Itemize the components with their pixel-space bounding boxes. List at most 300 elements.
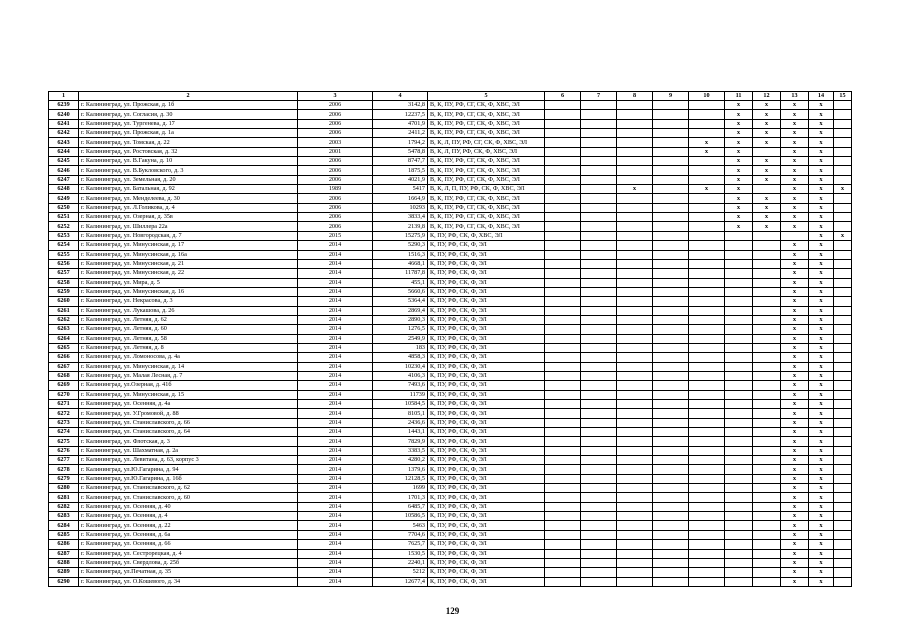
address-cell: г. Калининград, ул. Флотская, д. 3 [79, 437, 298, 446]
address-cell: г. Калининград, ул. Станиславского, д. 62 [79, 484, 298, 493]
mark-cell [545, 334, 581, 343]
mark-cell [617, 400, 653, 409]
mark-cell [689, 381, 725, 390]
row-number-cell: 6239 [49, 101, 79, 110]
mark-cell [581, 269, 617, 278]
mark-cell: x [781, 530, 809, 539]
mark-cell [545, 577, 581, 586]
mark-cell: x [781, 568, 809, 577]
works-cell: К, ПУ, РФ, СК, Ф, ХВС, ЭЛ [428, 231, 545, 240]
mark-cell [834, 446, 852, 455]
mark-cell [653, 456, 689, 465]
mark-cell [581, 334, 617, 343]
column-header: 1 [49, 92, 79, 101]
mark-cell [834, 259, 852, 268]
works-cell: К, ПУ, РФ, СК, Ф, ЭЛ [428, 493, 545, 502]
table-row [49, 493, 852, 502]
mark-cell [725, 259, 753, 268]
mark-cell [834, 175, 852, 184]
area-cell: 1875,5 [373, 166, 428, 175]
mark-cell [545, 119, 581, 128]
works-cell: К, ПУ, РФ, СК, Ф, ЭЛ [428, 241, 545, 250]
mark-cell [725, 381, 753, 390]
mark-cell [653, 577, 689, 586]
mark-cell [581, 147, 617, 156]
area-cell: 1379,6 [373, 465, 428, 474]
mark-cell [617, 278, 653, 287]
mark-cell [653, 540, 689, 549]
area-cell: 7829,9 [373, 437, 428, 446]
mark-cell [581, 512, 617, 521]
mark-cell: x [809, 502, 834, 511]
mark-cell [834, 540, 852, 549]
address-cell: г. Калининград, ул. Осенняя, д. 4 [79, 512, 298, 521]
table-row [49, 222, 852, 231]
table-row [49, 203, 852, 212]
year-cell: 2014 [298, 474, 373, 483]
mark-cell [725, 231, 753, 240]
mark-cell [653, 493, 689, 502]
mark-cell [545, 269, 581, 278]
mark-cell: x [753, 203, 781, 212]
address-cell: г. Калининград, ул. В.Букловского, д. 3 [79, 166, 298, 175]
mark-cell [689, 157, 725, 166]
mark-cell [653, 530, 689, 539]
row-number-cell: 6269 [49, 381, 79, 390]
mark-cell: x [809, 577, 834, 586]
address-cell: г. Калининград, ул. Сестрорецкая, д. 4 [79, 549, 298, 558]
column-header: 12 [753, 92, 781, 101]
mark-cell [581, 101, 617, 110]
mark-cell [689, 456, 725, 465]
mark-cell [725, 568, 753, 577]
row-number-cell: 6259 [49, 287, 79, 296]
mark-cell [545, 213, 581, 222]
address-cell: г. Калининград, ул.Печатная, д. 35 [79, 568, 298, 577]
mark-cell [834, 353, 852, 362]
mark-cell [834, 334, 852, 343]
area-cell: 183 [373, 343, 428, 352]
mark-cell: x [809, 306, 834, 315]
address-cell: г. Калининград, ул. Летняя, д. 60 [79, 325, 298, 334]
mark-cell [689, 390, 725, 399]
mark-cell [834, 269, 852, 278]
mark-cell: x [753, 129, 781, 138]
mark-cell [689, 166, 725, 175]
works-cell: В, К, Л, ПУ, РФ, СК, Ф, ХВС, ЭЛ [428, 147, 545, 156]
works-cell: К, ПУ, РФ, СК, Ф, ЭЛ [428, 418, 545, 427]
address-cell: г. Калининград, ул. Минусинская, д. 22 [79, 269, 298, 278]
address-cell: г. Калининград, ул.Ю.Гагарина, д. 94 [79, 465, 298, 474]
table-row [49, 456, 852, 465]
mark-cell [725, 250, 753, 259]
year-cell: 2014 [298, 259, 373, 268]
year-cell: 2014 [298, 343, 373, 352]
row-number-cell: 6247 [49, 175, 79, 184]
mark-cell [653, 287, 689, 296]
mark-cell [617, 521, 653, 530]
mark-cell: x [809, 456, 834, 465]
mark-cell: x [753, 194, 781, 203]
mark-cell [689, 222, 725, 231]
mark-cell [617, 493, 653, 502]
table-row [49, 101, 852, 110]
mark-cell [653, 101, 689, 110]
mark-cell [725, 390, 753, 399]
mark-cell [653, 465, 689, 474]
mark-cell: x [781, 465, 809, 474]
area-cell: 5660,6 [373, 287, 428, 296]
mark-cell [725, 297, 753, 306]
mark-cell: x [781, 110, 809, 119]
mark-cell [581, 157, 617, 166]
mark-cell [834, 315, 852, 324]
mark-cell [753, 269, 781, 278]
page-number: 129 [445, 606, 460, 616]
mark-cell [653, 437, 689, 446]
address-cell: г. Калининград, ул. Минусинская, д. 17 [79, 241, 298, 250]
row-number-cell: 6252 [49, 222, 79, 231]
mark-cell [725, 287, 753, 296]
works-cell: К, ПУ, РФ, СК, Ф, ЭЛ [428, 540, 545, 549]
mark-cell [834, 512, 852, 521]
row-number-cell: 6290 [49, 577, 79, 586]
year-cell: 2014 [298, 428, 373, 437]
column-header: 4 [373, 92, 428, 101]
mark-cell: x [781, 381, 809, 390]
address-cell: г. Калининград, ул. Летняя, д. 58 [79, 334, 298, 343]
mark-cell [753, 465, 781, 474]
works-cell: В, К, Л, ПУ, РФ, СГ, СК, Ф, ХВС, ЭЛ [428, 138, 545, 147]
table-row [49, 390, 852, 399]
mark-cell [725, 269, 753, 278]
mark-cell [834, 568, 852, 577]
works-cell: В, К, ПУ, РФ, СГ, СК, Ф, ХВС, ЭЛ [428, 194, 545, 203]
mark-cell [689, 484, 725, 493]
mark-cell [834, 306, 852, 315]
mark-cell [834, 502, 852, 511]
mark-cell [617, 306, 653, 315]
mark-cell [653, 129, 689, 138]
mark-cell [834, 129, 852, 138]
mark-cell [581, 259, 617, 268]
area-cell: 3383,5 [373, 446, 428, 455]
mark-cell [653, 325, 689, 334]
mark-cell [753, 409, 781, 418]
works-cell: К, ПУ, РФ, СК, Ф, ЭЛ [428, 409, 545, 418]
mark-cell [834, 147, 852, 156]
area-cell: 2411,2 [373, 129, 428, 138]
mark-cell: x [809, 493, 834, 502]
mark-cell: x [753, 213, 781, 222]
year-cell: 2006 [298, 129, 373, 138]
mark-cell: x [753, 166, 781, 175]
year-cell: 2014 [298, 297, 373, 306]
year-cell: 2014 [298, 334, 373, 343]
table-row [49, 241, 852, 250]
mark-cell [545, 278, 581, 287]
mark-cell [725, 446, 753, 455]
mark-cell: x [809, 465, 834, 474]
mark-cell [581, 530, 617, 539]
row-number-cell: 6276 [49, 446, 79, 455]
mark-cell: x [781, 287, 809, 296]
column-header: 9 [653, 92, 689, 101]
area-cell: 5212 [373, 568, 428, 577]
mark-cell [653, 549, 689, 558]
mark-cell [581, 428, 617, 437]
mark-cell [581, 400, 617, 409]
works-cell: К, ПУ, РФ, СК, Ф, ЭЛ [428, 446, 545, 455]
mark-cell: x [809, 558, 834, 567]
mark-cell [753, 306, 781, 315]
row-number-cell: 6244 [49, 147, 79, 156]
year-cell: 2006 [298, 175, 373, 184]
mark-cell: x [781, 549, 809, 558]
address-cell: г. Калининград, ул. Осенняя, д. 6а [79, 530, 298, 539]
area-cell: 10586,5 [373, 512, 428, 521]
mark-cell: x [809, 138, 834, 147]
mark-cell: x [834, 231, 852, 240]
mark-cell [725, 484, 753, 493]
mark-cell: x [809, 362, 834, 371]
mark-cell [581, 222, 617, 231]
year-cell: 2014 [298, 287, 373, 296]
mark-cell: x [781, 371, 809, 380]
table-row [49, 306, 852, 315]
mark-cell [617, 390, 653, 399]
area-cell: 2549,9 [373, 334, 428, 343]
mark-cell [581, 362, 617, 371]
address-cell: г. Калининград, ул. Прожская, д. 1а [79, 129, 298, 138]
year-cell: 2014 [298, 325, 373, 334]
mark-cell [753, 315, 781, 324]
mark-cell [617, 259, 653, 268]
mark-cell [617, 175, 653, 184]
mark-cell [753, 185, 781, 194]
address-cell: г. Калининград, ул. Минусинская, д. 16 [79, 287, 298, 296]
mark-cell: x [781, 101, 809, 110]
column-number-header-row [49, 92, 852, 101]
mark-cell [545, 101, 581, 110]
mark-cell [653, 306, 689, 315]
mark-cell [781, 231, 809, 240]
area-cell: 15275,9 [373, 231, 428, 240]
mark-cell: x [809, 147, 834, 156]
mark-cell [617, 418, 653, 427]
row-number-cell: 6263 [49, 325, 79, 334]
year-cell: 2014 [298, 241, 373, 250]
mark-cell: x [725, 129, 753, 138]
row-number-cell: 6264 [49, 334, 79, 343]
table-row [49, 147, 852, 156]
year-cell: 2006 [298, 119, 373, 128]
mark-cell: x [725, 175, 753, 184]
table-row [49, 362, 852, 371]
row-number-cell: 6289 [49, 568, 79, 577]
row-number-cell: 6285 [49, 530, 79, 539]
area-cell: 12128,5 [373, 474, 428, 483]
mark-cell: x [753, 175, 781, 184]
mark-cell: x [781, 540, 809, 549]
row-number-cell: 6286 [49, 540, 79, 549]
address-cell: г. Калининград, ул.Озерная, д. 41б [79, 381, 298, 390]
mark-cell [689, 287, 725, 296]
mark-cell: x [781, 315, 809, 324]
mark-cell [653, 568, 689, 577]
row-number-cell: 6274 [49, 428, 79, 437]
row-number-cell: 6275 [49, 437, 79, 446]
works-cell: К, ПУ, РФ, СК, Ф, ЭЛ [428, 568, 545, 577]
column-header: 5 [428, 92, 545, 101]
mark-cell [617, 381, 653, 390]
mark-cell [834, 297, 852, 306]
mark-cell [834, 400, 852, 409]
mark-cell: x [781, 129, 809, 138]
mark-cell [581, 138, 617, 147]
column-header: 15 [834, 92, 852, 101]
mark-cell [834, 530, 852, 539]
works-cell: К, ПУ, РФ, СК, Ф, ЭЛ [428, 474, 545, 483]
year-cell: 2006 [298, 101, 373, 110]
mark-cell: x [781, 521, 809, 530]
year-cell: 2014 [298, 371, 373, 380]
mark-cell [581, 493, 617, 502]
mark-cell: x [809, 512, 834, 521]
works-cell: В, К, ПУ, РФ, СГ, СК, Ф, ХВС, ЭЛ [428, 166, 545, 175]
mark-cell [617, 568, 653, 577]
mark-cell: x [725, 110, 753, 119]
year-cell: 2014 [298, 568, 373, 577]
mark-cell: x [781, 334, 809, 343]
mark-cell [653, 446, 689, 455]
mark-cell [689, 194, 725, 203]
mark-cell [617, 250, 653, 259]
mark-cell [653, 222, 689, 231]
mark-cell [834, 456, 852, 465]
table-row [49, 315, 852, 324]
works-cell: В, К, ПУ, РФ, СГ, СК, Ф, ХВС, ЭЛ [428, 110, 545, 119]
mark-cell [545, 166, 581, 175]
mark-cell [617, 577, 653, 586]
works-cell: К, ПУ, РФ, СК, Ф, ЭЛ [428, 334, 545, 343]
address-cell: г. Калининград, ул. Станиславского, д. 60 [79, 493, 298, 502]
mark-cell: x [781, 269, 809, 278]
mark-cell [545, 203, 581, 212]
mark-cell: x [753, 119, 781, 128]
address-cell: г. Калининград, ул. Озерная, д. 35в [79, 213, 298, 222]
address-cell: г. Калининград, ул. Прожская, д. 1б [79, 101, 298, 110]
works-cell: В, К, ПУ, РФ, СГ, СК, Ф, ХВС, ЭЛ [428, 213, 545, 222]
mark-cell: x [781, 428, 809, 437]
mark-cell: x [809, 250, 834, 259]
mark-cell [653, 400, 689, 409]
mark-cell [753, 278, 781, 287]
row-number-cell: 6258 [49, 278, 79, 287]
mark-cell [834, 484, 852, 493]
row-number-cell: 6281 [49, 493, 79, 502]
mark-cell: x [781, 259, 809, 268]
mark-cell [725, 362, 753, 371]
mark-cell: x [781, 325, 809, 334]
address-cell: г. Калининград, ул. Летняя, д. 8 [79, 343, 298, 352]
works-cell: К, ПУ, РФ, СК, Ф, ЭЛ [428, 400, 545, 409]
area-cell: 10584,5 [373, 400, 428, 409]
area-cell: 4858,3 [373, 353, 428, 362]
area-cell: 7493,6 [373, 381, 428, 390]
mark-cell [725, 577, 753, 586]
mark-cell [545, 287, 581, 296]
table-row [49, 446, 852, 455]
address-cell: г. Калининград, ул. Томская, д. 22 [79, 138, 298, 147]
mark-cell [653, 259, 689, 268]
mark-cell [834, 474, 852, 483]
address-cell: г. Калининград, ул.Ю.Гагарина, д. 16б [79, 474, 298, 483]
mark-cell: x [809, 129, 834, 138]
area-cell: 5290,3 [373, 241, 428, 250]
mark-cell [725, 306, 753, 315]
works-cell: К, ПУ, РФ, СК, Ф, ЭЛ [428, 362, 545, 371]
mark-cell [689, 549, 725, 558]
year-cell: 2014 [298, 530, 373, 539]
mark-cell: x [809, 231, 834, 240]
mark-cell [725, 540, 753, 549]
mark-cell [834, 222, 852, 231]
area-cell: 4668,1 [373, 259, 428, 268]
area-cell: 2240,1 [373, 558, 428, 567]
mark-cell [753, 474, 781, 483]
mark-cell [545, 558, 581, 567]
area-cell: 11787,8 [373, 269, 428, 278]
address-cell: г. Калининград, ул. Лукашова, д. 26 [79, 306, 298, 315]
row-number-cell: 6280 [49, 484, 79, 493]
mark-cell [545, 540, 581, 549]
row-number-cell: 6243 [49, 138, 79, 147]
mark-cell: x [753, 138, 781, 147]
mark-cell: x [725, 147, 753, 156]
mark-cell [753, 362, 781, 371]
mark-cell [581, 549, 617, 558]
mark-cell [753, 540, 781, 549]
row-number-cell: 6277 [49, 456, 79, 465]
mark-cell [617, 446, 653, 455]
mark-cell [689, 540, 725, 549]
mark-cell [653, 315, 689, 324]
table-row [49, 175, 852, 184]
mark-cell [581, 278, 617, 287]
mark-cell [834, 250, 852, 259]
mark-cell [689, 297, 725, 306]
mark-cell [581, 325, 617, 334]
works-cell: К, ПУ, РФ, СК, Ф, ЭЛ [428, 269, 545, 278]
mark-cell [834, 166, 852, 175]
mark-cell: x [781, 577, 809, 586]
mark-cell: x [725, 138, 753, 147]
mark-cell [581, 418, 617, 427]
row-number-cell: 6260 [49, 297, 79, 306]
year-cell: 2014 [298, 362, 373, 371]
table-row [49, 138, 852, 147]
mark-cell [653, 343, 689, 352]
mark-cell: x [781, 390, 809, 399]
mark-cell [725, 549, 753, 558]
mark-cell: x [781, 222, 809, 231]
mark-cell [653, 278, 689, 287]
row-number-cell: 6257 [49, 269, 79, 278]
mark-cell [753, 549, 781, 558]
area-cell: 1794,2 [373, 138, 428, 147]
area-cell: 5478,8 [373, 147, 428, 156]
